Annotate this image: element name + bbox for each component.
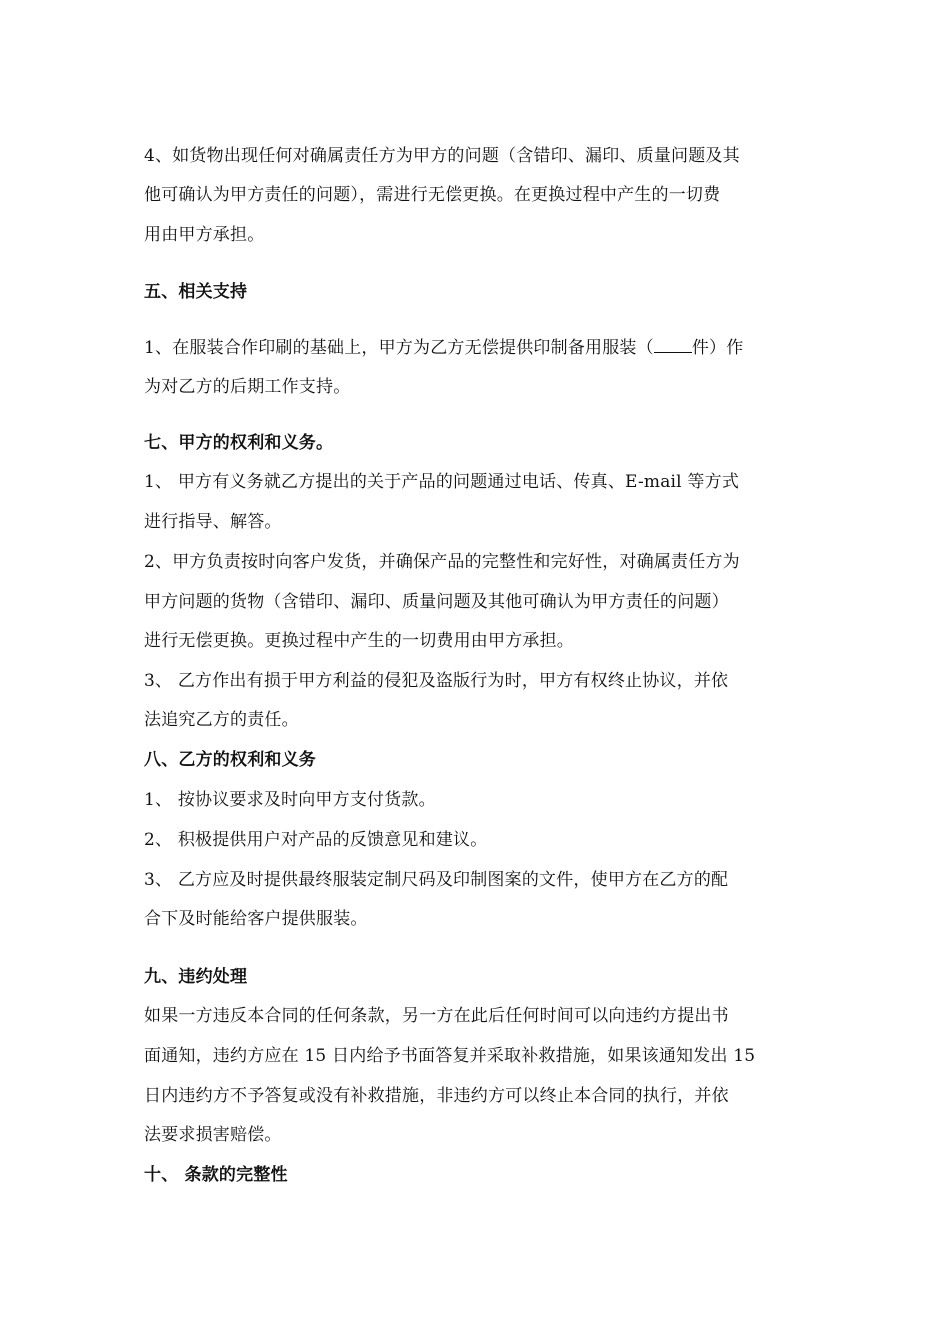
section-8-item-2: 2、 积极提供用户对产品的反馈意见和建议。: [144, 830, 488, 850]
section-8-heading: 八、乙方的权利和义务: [144, 750, 316, 770]
section-7-item-1-line-2: 进行指导、解答。: [144, 512, 282, 532]
section-7-item-3-line-2: 法追究乙方的责任。: [144, 710, 299, 730]
section-7-heading: 七、甲方的权利和义务。: [144, 433, 334, 453]
section-8-item-3-line-2: 合下及时能给客户提供服装。: [144, 909, 368, 929]
clause-4-line-3: 用由甲方承担。: [144, 225, 265, 245]
section-8-item-3-line-1: 3、 乙方应及时提供最终服装定制尺码及印制图案的文件，使甲方在乙方的配: [144, 870, 729, 890]
section-9-para-line-1: 如果一方违反本合同的任何条款，另一方在此后任何时间可以向违约方提出书: [144, 1006, 729, 1026]
section-9-para-line-4: 法要求损害赔偿。: [144, 1125, 282, 1145]
section-7-item-2-line-1: 2、甲方负责按时向客户发货，并确保产品的完整性和完好性，对确属责任方为: [144, 552, 740, 572]
quantity-blank: [654, 338, 692, 353]
section-10-heading: 十、 条款的完整性: [144, 1165, 288, 1185]
section-9-heading: 九、违约处理: [144, 967, 248, 987]
clause-4-line-2: 他可确认为甲方责任的问题），需进行无偿更换。在更换过程中产生的一切费: [144, 185, 721, 205]
section-7-item-2-line-2: 甲方问题的货物（含错印、漏印、质量问题及其他可确认为甲方责任的问题）: [144, 592, 729, 612]
section-5-heading: 五、相关支持: [144, 282, 248, 302]
clause-4-line-1: 4、如货物出现任何对确属责任方为甲方的问题（含错印、漏印、质量问题及其: [144, 146, 740, 166]
section-5-item-1-line-2: 为对乙方的后期工作支持。: [144, 377, 351, 397]
section-8-item-1: 1、 按协议要求及时向甲方支付货款。: [144, 790, 436, 810]
section-7-item-1-line-1: 1、 甲方有义务就乙方提出的关于产品的问题通过电话、传真、E-mail 等方式: [144, 472, 740, 492]
section-7-item-3-line-1: 3、 乙方作出有损于甲方利益的侵犯及盗版行为时，甲方有权终止协议，并依: [144, 671, 729, 691]
section-7-item-2-line-3: 进行无偿更换。更换过程中产生的一切费用由甲方承担。: [144, 631, 574, 651]
section-5-item-1-text-a: 1、在服装合作印刷的基础上，甲方为乙方无偿提供印制备用服装（: [144, 338, 654, 358]
section-9-para-line-2: 面通知，违约方应在 15 日内给予书面答复并采取补救措施，如果该通知发出 15: [144, 1046, 756, 1066]
section-5-item-1-line-1: [144, 337, 743, 359]
section-5-item-1-text-b: 件）作: [691, 338, 744, 358]
section-9-para-line-3: 日内违约方不予答复或没有补救措施，非违约方可以终止本合同的执行，并依: [144, 1086, 729, 1106]
